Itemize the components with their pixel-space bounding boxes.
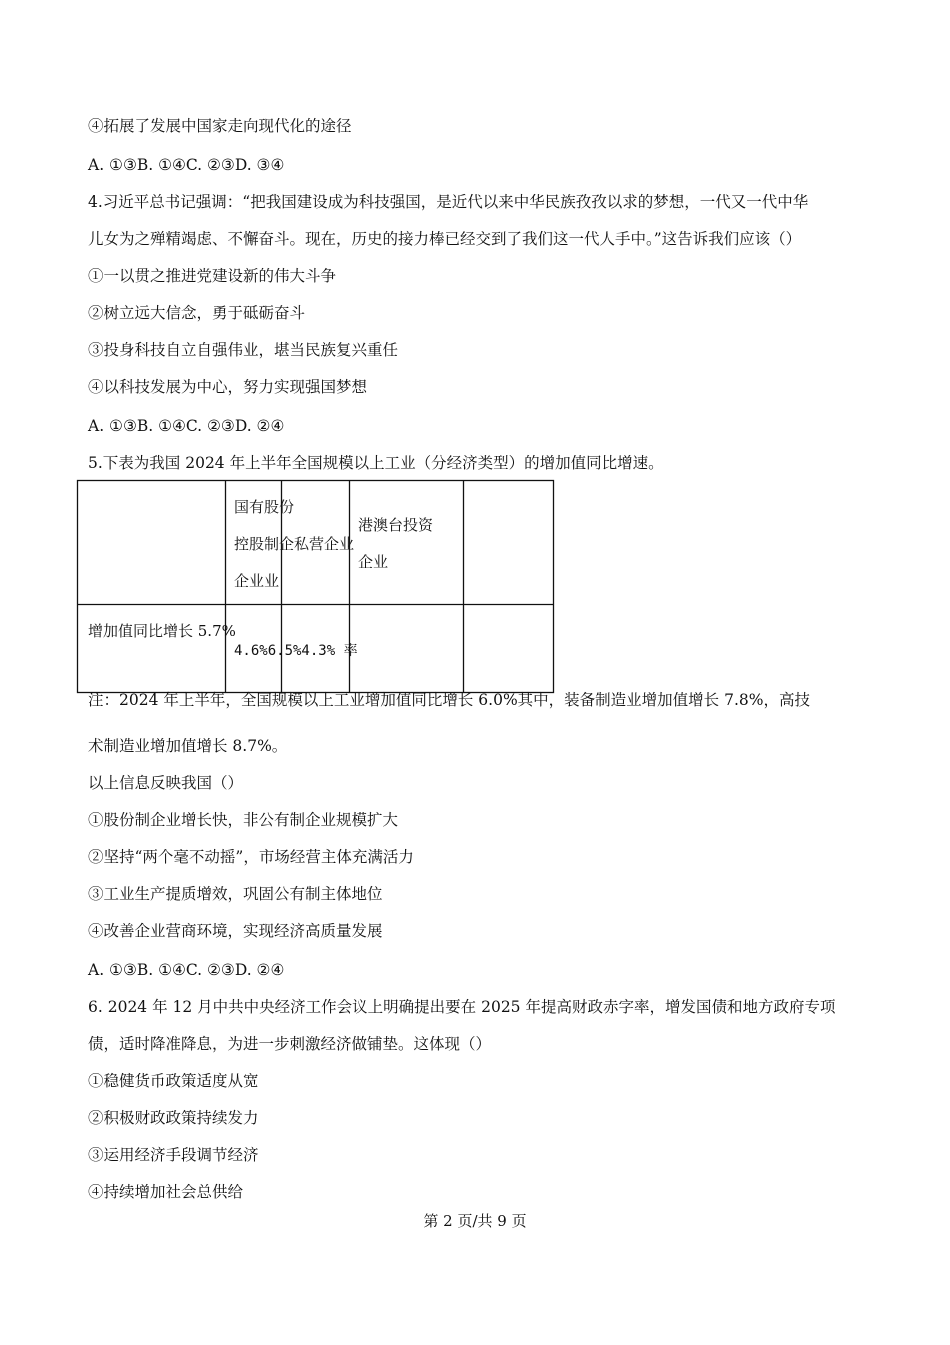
q6-option-1: ①稳健货币政策适度从宽 [88,1072,259,1090]
q4-stem-line-1: 4.习近平总书记强调：“把我国建设成为科技强国，是近代以来中华民族孜孜以求的梦想，一代又一代中华 [88,193,809,211]
q4-stem-line-2: 儿女为之殚精竭虑、不懈奋斗。现在，历史的接力棒已经交到了我们这一代人手中。”这告诉我们应该（） [88,230,802,248]
table-header-state-line-1: 国有股份 [234,498,295,516]
q6-stem-line-1: 6. 2024 年 12 月中共中央经济工作会议上明确提出要在 2025 年提高财政赤字率，增发国债和地方政府专项 [88,998,836,1016]
q3-answer-choices: A. ①③B. ①④C. ②③D. ③④ [88,156,285,174]
q4-option-4: ④以科技发展为中心，努力实现强国梦想 [88,378,368,396]
q4-option-1: ①一以贯之推进党建设新的伟大斗争 [88,267,337,285]
q5-option-1: ①股份制企业增长快，非公有制企业规模扩大 [88,811,399,829]
q6-stem-line-2: 债，适时降准降息，为进一步刺激经济做铺垫。这体现（） [88,1035,492,1053]
q4-option-2: ②树立远大信念，勇于砥砺奋斗 [88,304,306,322]
page-footer: 第 2 页/共 9 页 [423,1212,527,1230]
table-row-label: 增加值同比增长 5.7% [88,622,236,640]
q4-option-3: ③投身科技自立自强伟业，堪当民族复兴重任 [88,341,399,359]
table-header-hmt-line-2: 企业 [358,553,389,571]
q5-note-line-1: 注：2024 年上半年，全国规模以上工业增加值同比增长 6.0%其中，装备制造业增加值增长 7.8%，高技 [88,691,810,709]
q5-answer-choices: A. ①③B. ①④C. ②③D. ②④ [88,961,285,979]
table-header-hmt-line-1: 港澳台投资 [358,516,434,534]
q6-option-3: ③运用经济手段调节经济 [88,1146,259,1164]
q5-option-4: ④改善企业营商环境，实现经济高质量发展 [88,922,383,940]
q6-option-4: ④持续增加社会总供给 [88,1183,244,1201]
q3-option-4: ④拓展了发展中国家走向现代化的途径 [88,117,352,135]
q5-note-line-2: 术制造业增加值增长 8.7%。 [88,737,288,755]
table-header-state-line-3: 企业业 [234,572,280,590]
q5-option-2: ②坚持“两个毫不动摇”，市场经营主体充满活力 [88,848,414,866]
table-header-state-line-2: 控股制企私营企业 [234,535,355,553]
q5-option-3: ③工业生产提质增效，巩固公有制主体地位 [88,885,383,903]
q6-option-2: ②积极财政政策持续发力 [88,1109,259,1127]
table-row-values: 4.6%6.5%4.3% 率 [234,643,358,659]
q5-question: 以上信息反映我国（） [88,774,244,792]
q4-answer-choices: A. ①③B. ①④C. ②③D. ②④ [88,417,285,435]
q5-stem: 5.下表为我国 2024 年上半年全国规模以上工业（分经济类型）的增加值同比增速。 [88,454,664,472]
